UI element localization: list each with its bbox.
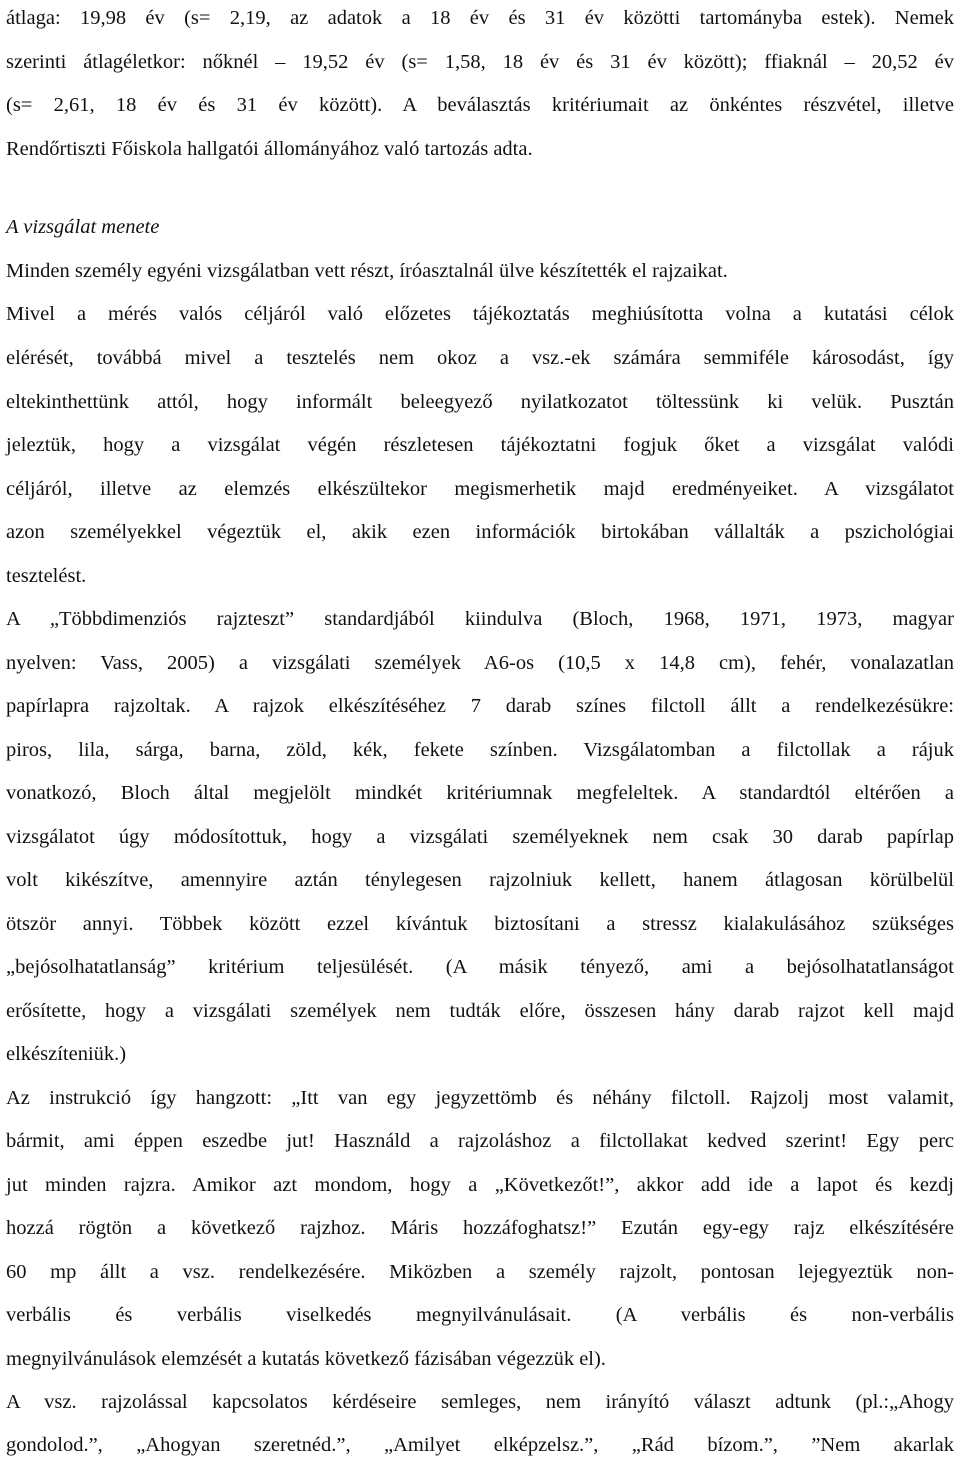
text-line-33: gondolod.”, „Ahogyan szeretnéd.”, „Amilyet elképzelsz.”, „Rád bízom.”, ”Nem akarlak [6,1434,954,1456]
text-line-6: Minden személy egyéni vizsgálatban vett részt, íróasztalnál ülve készítették el rajzaikat. [6,260,728,282]
text-line-13: tesztelést. [6,565,87,587]
text-line-14: A „Többdimenziós rajzteszt” standardjából kiindulva (Bloch, 1968, 1971, 1973, magyar [6,608,954,630]
section-heading: A vizsgálat menete [6,216,160,238]
text-line-16: papírlapra rajzoltak. A rajzok elkészítéséhez 7 darab színes filctoll állt a rendelkezésükre: [6,695,954,717]
text-line-31: megnyilvánulások elemzését a kutatás következő fázisában végezzük el). [6,1348,606,1370]
text-line-30: verbális és verbális viselkedés megnyilvánulásait. (A verbális és non-verbális [6,1304,954,1326]
text-line-9: eltekinthettünk attól, hogy informált beleegyező nyilatkozatot töltessünk ki velük. Pusztán [6,391,954,413]
text-line-19: vizsgálatot úgy módosítottuk, hogy a vizsgálati személyeknek nem csak 30 darab papírlap [6,826,954,848]
text-line-15: nyelven: Vass, 2005) a vizsgálati személyek A6-os (10,5 x 14,8 cm), fehér, vonalazatlan [6,652,954,674]
text-line-12: azon személyekkel végeztük el, akik ezen információk birtokában vállalták a pszichológiai [6,521,954,543]
text-line-4: Rendőrtiszti Főiskola hallgatói állományához való tartozás adta. [6,138,533,160]
text-line-25: Az instrukció így hangzott: „Itt van egy jegyzettömb és néhány filctoll. Rajzolj most valamit, [6,1087,954,1109]
text-line-8: elérését, továbbá mivel a tesztelés nem okoz a vsz.-ek számára semmiféle károsodást, így [6,347,954,369]
text-line-21: ötször annyi. Többek között ezzel kívántuk biztosítani a stressz kialakulásához szükséges [6,913,954,935]
text-line-26: bármit, ami éppen eszedbe jut! Használd a rajzoláshoz a filctollakat kedved szerint! Egy perc [6,1130,954,1152]
text-line-11: céljáról, illetve az elemzés elkészültekor megismerhetik majd eredményeiket. A vizsgálatot [6,478,954,500]
text-line-2: szerinti átlagéletkor: nőknél – 19,52 év (s= 1,58, 18 év és 31 év között); ffiaknál – 20,52 év [6,51,954,73]
text-line-22: „bejósolhatatlanság” kritérium teljesülését. (A másik tényező, ami a bejósolhatatlanságot [6,956,954,978]
text-line-24: elkészíteniük.) [6,1043,127,1065]
text-line-18: vonatkozó, Bloch által megjelölt mindkét kritériumnak megfeleltek. A standardtól eltérően a [6,782,954,804]
text-line-32: A vsz. rajzolással kapcsolatos kérdéseire semleges, nem irányító választ adtunk (pl.:„Ahogy [6,1391,954,1413]
text-line-29: 60 mp állt a vsz. rendelkezésére. Miközben a személy rajzolt, pontosan lejegyeztük non- [6,1261,954,1283]
text-line-7: Mivel a mérés valós céljáról való előzetes tájékoztatás meghiúsította volna a kutatási célok [6,303,954,325]
text-line-3: (s= 2,61, 18 év és 31 év között). A beválasztás kritériumait az önkéntes részvétel, illetve [6,94,954,116]
text-line-17: piros, lila, sárga, barna, zöld, kék, fekete színben. Vizsgálatomban a filctollak a rájuk [6,739,954,761]
text-line-1: átlaga: 19,98 év (s= 2,19, az adatok a 18 év és 31 év közötti tartományba estek). Nemek [6,7,954,29]
text-line-27: jut minden rajzra. Amikor azt mondom, hogy a „Következőt!”, akkor add ide a lapot és kezdj [6,1174,954,1196]
text-line-28: hozzá rögtön a következő rajzhoz. Máris hozzáfoghatsz!” Ezután egy-egy rajz elkészítésére [6,1217,954,1239]
text-line-10: jeleztük, hogy a vizsgálat végén részletesen tájékoztatni fogjuk őket a vizsgálat valódi [6,434,954,456]
text-line-20: volt kikészítve, amennyire aztán ténylegesen rajzolniuk kellett, hanem átlagosan körülbelül [6,869,954,891]
text-line-23: erősítette, hogy a vizsgálati személyek nem tudták előre, összesen hány darab rajzot kell majd [6,1000,954,1022]
